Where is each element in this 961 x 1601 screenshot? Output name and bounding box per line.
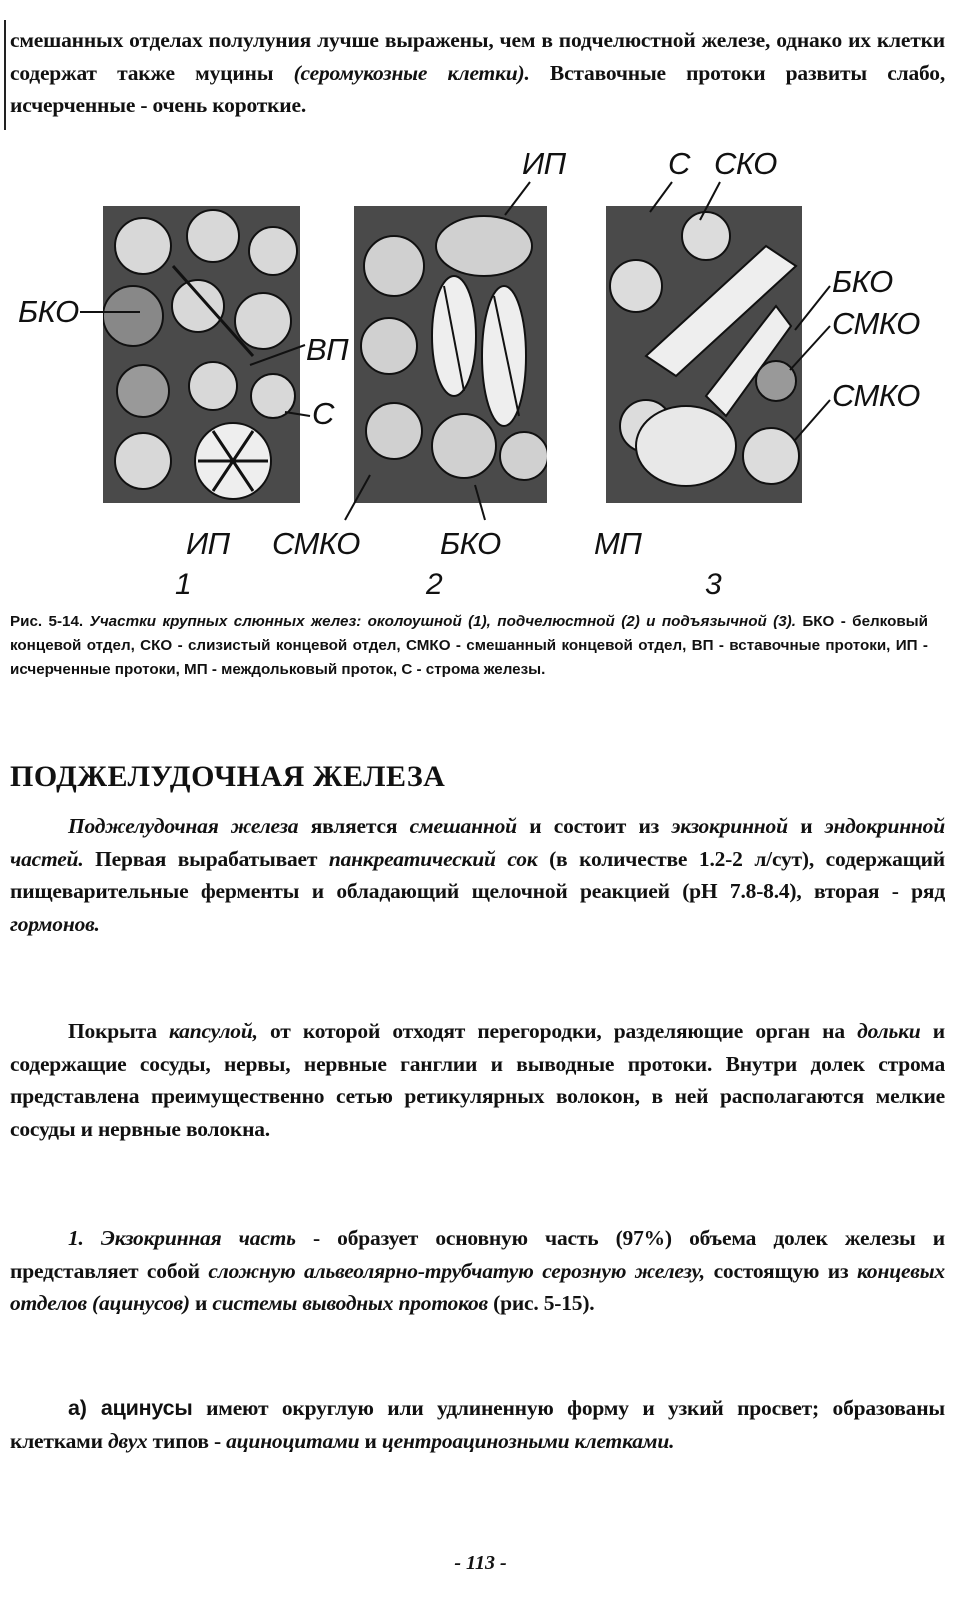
p3-text-d: состоящую из bbox=[704, 1258, 858, 1283]
label-smko-bottom: СМКО bbox=[272, 526, 360, 561]
term-acinocytes: ациноцитами bbox=[226, 1428, 360, 1453]
label-smko-right-2: СМКО bbox=[832, 378, 920, 413]
term-acini: концевых отделов (ацинусов) bbox=[10, 1258, 945, 1315]
term-capsule: капсулой, bbox=[169, 1019, 258, 1043]
label-bko-right: БКО bbox=[832, 264, 893, 299]
panel-number-3: 3 bbox=[705, 568, 722, 601]
term-endocrine: эндокринной частей. bbox=[10, 814, 945, 871]
term-acinuses: а) ацинусы bbox=[68, 1396, 193, 1420]
term-ducts: системы выводных протоков bbox=[212, 1291, 488, 1315]
top-paragraph-text: смешанных отделах полулуния лучше выражены, чем в подчелюстной железе, однако их клетки содержат также муцины bbox=[10, 28, 945, 85]
label-bko-left: БКО bbox=[18, 294, 79, 329]
label-bko-bottom: БКО bbox=[440, 526, 501, 561]
paragraph-1 bbox=[10, 810, 945, 940]
figure bbox=[0, 140, 961, 610]
term-hormones: гормонов. bbox=[10, 911, 100, 936]
term-exocrine-part: 1. Экзокринная часть bbox=[68, 1226, 296, 1250]
label-s-top: С bbox=[668, 146, 690, 181]
top-paragraph-italic: (серомукозные клетки). bbox=[293, 60, 530, 85]
label-smko-right-1: СМКО bbox=[832, 306, 920, 341]
label-s-mid: С bbox=[312, 396, 334, 431]
paragraph-3 bbox=[10, 1222, 945, 1320]
term-exocrine: экзокринной bbox=[671, 814, 788, 838]
term-two: двух bbox=[107, 1428, 148, 1453]
figure-caption bbox=[10, 610, 928, 682]
top-paragraph bbox=[10, 24, 945, 122]
panel-number-1: 1 bbox=[175, 568, 192, 601]
caption-prefix: Рис. 5-14. bbox=[10, 613, 90, 630]
p2-text-e: и содержащие сосуды, нервы, нервные ганглии и выводные протоки. Внутри долек строма представлена преимущественно сетью ретикулярных волокон, в ней располагаются мелкие сосуды и нервные волокна. bbox=[10, 1019, 945, 1141]
term-pancreatic-juice: панкреатический сок bbox=[328, 846, 538, 871]
term-pancreas: Поджелудочная железа bbox=[68, 814, 299, 838]
term-centroacinar: центроацинозными клетками. bbox=[381, 1428, 675, 1453]
caption-text: БКО - белковый концевой отдел, СКО - слизистый концевой отдел, СМКО - смешанный концевой отдел, ВП - вставочные протоки, ИП - исчерченные протоки, МП - междольковый проток, С - строма железы. bbox=[10, 613, 928, 678]
p3-text-f: и bbox=[189, 1291, 213, 1315]
page-number: - 113 - bbox=[454, 1552, 507, 1574]
p3-text-b: - образует основную часть (97%) объема долек железы и представляет собой bbox=[10, 1226, 945, 1283]
p1-text-f: и bbox=[787, 814, 825, 838]
top-paragraph-text-end: Вставочные протоки развиты слабо, исчерченные - очень короткие. bbox=[10, 60, 945, 117]
p4-text-b: имеют округлую или удлиненную форму и узкий просвет; образованы клетками bbox=[10, 1396, 945, 1453]
term-mixed: смешанной bbox=[409, 814, 517, 838]
p4-text-f: и bbox=[359, 1428, 382, 1453]
term-lobules: дольки bbox=[857, 1019, 921, 1043]
p1-text-b: является bbox=[298, 814, 410, 838]
paragraph-2 bbox=[10, 1015, 945, 1145]
p1-text-h: Первая вырабатывает bbox=[83, 846, 329, 871]
p2-text-c: от которой отходят перегородки, разделяющие орган на bbox=[257, 1019, 858, 1043]
label-ip-bottom: ИП bbox=[186, 526, 230, 561]
paragraph-4 bbox=[10, 1392, 945, 1457]
margin-line bbox=[4, 20, 6, 130]
p4-text-d: типов - bbox=[147, 1428, 227, 1453]
section-heading: ПОДЖЕЛУДОЧНАЯ ЖЕЛЕЗА bbox=[10, 760, 446, 793]
p3-text-h: (рис. 5-15). bbox=[487, 1291, 595, 1315]
term-complex-gland: сложную альвеолярно-трубчатую серозную железу, bbox=[208, 1258, 705, 1283]
p2-text-a: Покрыта bbox=[68, 1019, 170, 1043]
label-mp-bottom: МП bbox=[594, 526, 642, 561]
label-vp: ВП bbox=[306, 332, 349, 367]
caption-italic: Участки крупных слюнных желез: околоушной (1), подчелюстной (2) и подъязычной (3). bbox=[89, 613, 796, 630]
label-ip-top: ИП bbox=[522, 146, 566, 181]
panel-number-2: 2 bbox=[426, 568, 443, 601]
label-sko-top: СКО bbox=[714, 146, 777, 181]
p1-text-d: и состоит из bbox=[516, 814, 672, 838]
p1-text-j: (в количестве 1.2-2 л/сут), содержащий пищеварительные ферменты и обладающий щелочной реакцией (pH 7.8-8.4), вторая - ряд bbox=[10, 846, 945, 903]
